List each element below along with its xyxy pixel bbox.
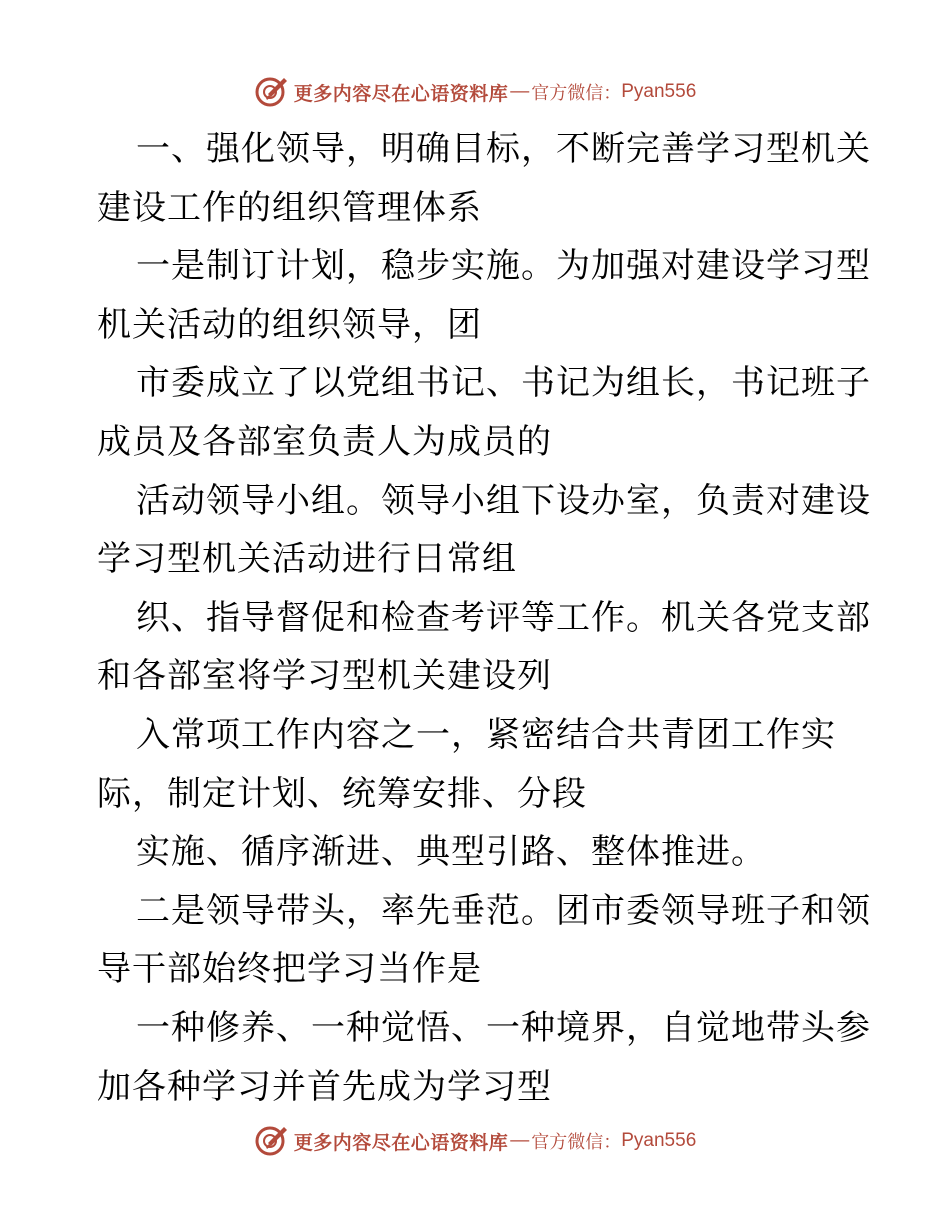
quill-logo-icon (254, 1123, 290, 1159)
header-wechat-id: Pyan556 (621, 81, 697, 102)
header-site-title: 更多内容尽在心语资料库 (293, 82, 509, 105)
text-line: 市委成立了以党组书记、书记为组长，书记班子 (136, 363, 871, 404)
text-line: 机关活动的组织领导，团 (97, 304, 482, 345)
text-line: 导干部始终把学习当作是 (97, 949, 482, 990)
text-line: 一、强化领导，明确目标，不断完善学习型机关 (136, 129, 871, 169)
text-line: 学习型机关活动进行日常组 (97, 539, 517, 580)
text-line: 加各种学习并首先成为学习型 (97, 1066, 552, 1107)
text-line: 建设工作的组织管理体系 (97, 187, 482, 228)
text-line: 和各部室将学习型机关建设列 (97, 656, 552, 697)
page-footer-watermark (0, 1121, 950, 1161)
text-line: 织、指导督促和检查考评等工作。机关各党支部 (136, 597, 871, 638)
footer-dash: — (510, 1130, 530, 1151)
text-line: 入常项工作内容之一，紧密结合共青团工作实 (136, 714, 836, 755)
text-line: 一种修养、一种觉悟、一种境界，自觉地带头参 (136, 1007, 871, 1048)
page-header-watermark (0, 72, 950, 112)
text-line: 活动领导小组。领导小组下设办室，负责对建设 (136, 480, 871, 521)
text-line: 一是制订计划，稳步实施。为加强对建设学习型 (136, 246, 871, 287)
document-body (97, 120, 871, 1116)
footer-wechat-label: 官方微信： (531, 1132, 622, 1153)
footer-site-title: 更多内容尽在心语资料库 (293, 1131, 509, 1154)
header-dash: — (510, 81, 530, 102)
text-line: 成员及各部室负责人为成员的 (97, 421, 552, 462)
text-line: 实施、循序渐进、典型引路、整体推进。 (136, 832, 766, 873)
footer-wechat-id: Pyan556 (621, 1130, 697, 1151)
text-line: 二是领导带头，率先垂范。团市委领导班子和领 (136, 890, 871, 931)
quill-logo-icon (254, 74, 290, 110)
header-wechat-label: 官方微信： (531, 83, 622, 104)
text-line: 际，制定计划、统筹安排、分段 (97, 773, 587, 814)
